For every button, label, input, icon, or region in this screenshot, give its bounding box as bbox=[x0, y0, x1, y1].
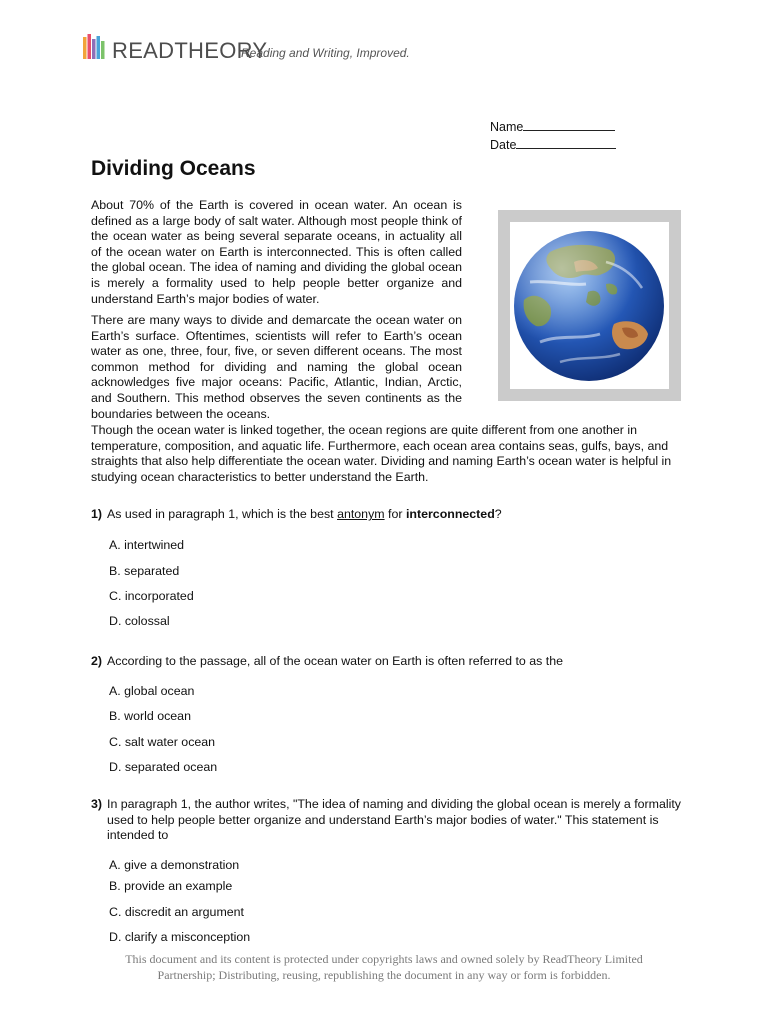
name-date-block bbox=[490, 118, 616, 154]
date-field[interactable] bbox=[490, 136, 616, 154]
question-1-number: 1) bbox=[91, 507, 103, 521]
q2-option-b[interactable]: B. world ocean bbox=[109, 709, 191, 723]
q3-option-a[interactable]: A. give a demonstration bbox=[109, 858, 240, 872]
question-1-target-word: interconnected bbox=[405, 507, 495, 521]
book-spines-logo-icon bbox=[82, 33, 106, 61]
question-2 bbox=[91, 654, 681, 670]
date-label: Date bbox=[490, 138, 517, 152]
footer-line-2: Partnership; Distributing, reusing, republishing the document in any way or form is forbidden. bbox=[157, 968, 611, 982]
question-1 bbox=[91, 507, 681, 523]
q1-option-d[interactable]: D. colossal bbox=[109, 614, 170, 628]
passage-paragraph-1: About 70% of the Earth is covered in ocean water. An ocean is defined as a large body of salt water. Although most people think of the ocean water as being several separate oceans, in actuality all of the ocean water on Earth is interconnected. This is often called the global ocean. The idea of naming and dividing the global ocean is merely a formality used to help people better organize and understand Earth’s major bodies of water. bbox=[91, 198, 462, 306]
q1-option-c[interactable]: C. incorporated bbox=[109, 589, 194, 603]
question-3-number: 3) bbox=[91, 797, 103, 811]
question-2-text: According to the passage, all of the ocean water on Earth is often referred to as the bbox=[107, 654, 563, 668]
q1-option-a[interactable]: A. intertwined bbox=[109, 538, 185, 552]
q2-option-c[interactable]: C. salt water ocean bbox=[109, 735, 216, 749]
passage-paragraph-2: There are many ways to divide and demarcate the ocean water on Earth’s surface. Oftentimes, scientists will refer to Earth’s ocean water as one, three, four, five, or seven different oceans. The most common method for dividing and naming the global ocean acknowledges five major oceans: Pacific, Atlantic, Indian, Arctic, and Southern. This method observes the seven continents as the boundaries between the oceans. bbox=[91, 313, 462, 421]
question-3-text: In paragraph 1, the author writes, "The idea of naming and dividing the global ocean is merely a formality used to help people better organize and understand Earth’s major bodies of water." This statement is intended to bbox=[107, 797, 682, 843]
passage-paragraph-3: Though the ocean water is linked together, the ocean regions are quite different from one another in temperature, composition, and aquatic life. Furthermore, each ocean area contains seas, gulfs, bays, and straights that also help differentiate the ocean water. Dividing and naming Earth’s ocean water is helpful in studying ocean characteristics to better understand the Earth. bbox=[91, 423, 672, 484]
question-3 bbox=[91, 797, 682, 843]
q2-option-a[interactable]: A. global ocean bbox=[109, 684, 195, 698]
name-blank-line bbox=[523, 118, 615, 131]
name-label: Name bbox=[490, 120, 524, 134]
name-field[interactable] bbox=[490, 118, 616, 136]
question-1-underlined-word: antonym bbox=[337, 507, 385, 521]
question-2-number: 2) bbox=[91, 654, 103, 668]
copyright-footer bbox=[90, 951, 678, 983]
q3-option-d[interactable]: D. clarify a misconception bbox=[109, 930, 251, 944]
question-1-text: As used in paragraph 1, which is the best antonym for interconnected? bbox=[107, 507, 502, 521]
date-blank-line bbox=[516, 136, 616, 149]
footer-line-1: This document and its content is protected under copyrights laws and owned solely by ReadTheory Limited bbox=[125, 952, 643, 966]
q1-option-b[interactable]: B. separated bbox=[109, 564, 180, 578]
q2-option-d[interactable]: D. separated ocean bbox=[109, 760, 218, 774]
image-frame bbox=[498, 210, 681, 401]
image-inner bbox=[510, 222, 669, 389]
brand-name: READTHEORY bbox=[112, 38, 268, 63]
brand-tagline: Reading and Writing, Improved. bbox=[241, 46, 410, 60]
earth-globe-image bbox=[510, 222, 669, 389]
q3-option-c[interactable]: C. discredit an argument bbox=[109, 905, 244, 919]
q3-option-b[interactable]: B. provide an example bbox=[109, 879, 233, 893]
page-title: Dividing Oceans bbox=[91, 157, 256, 180]
